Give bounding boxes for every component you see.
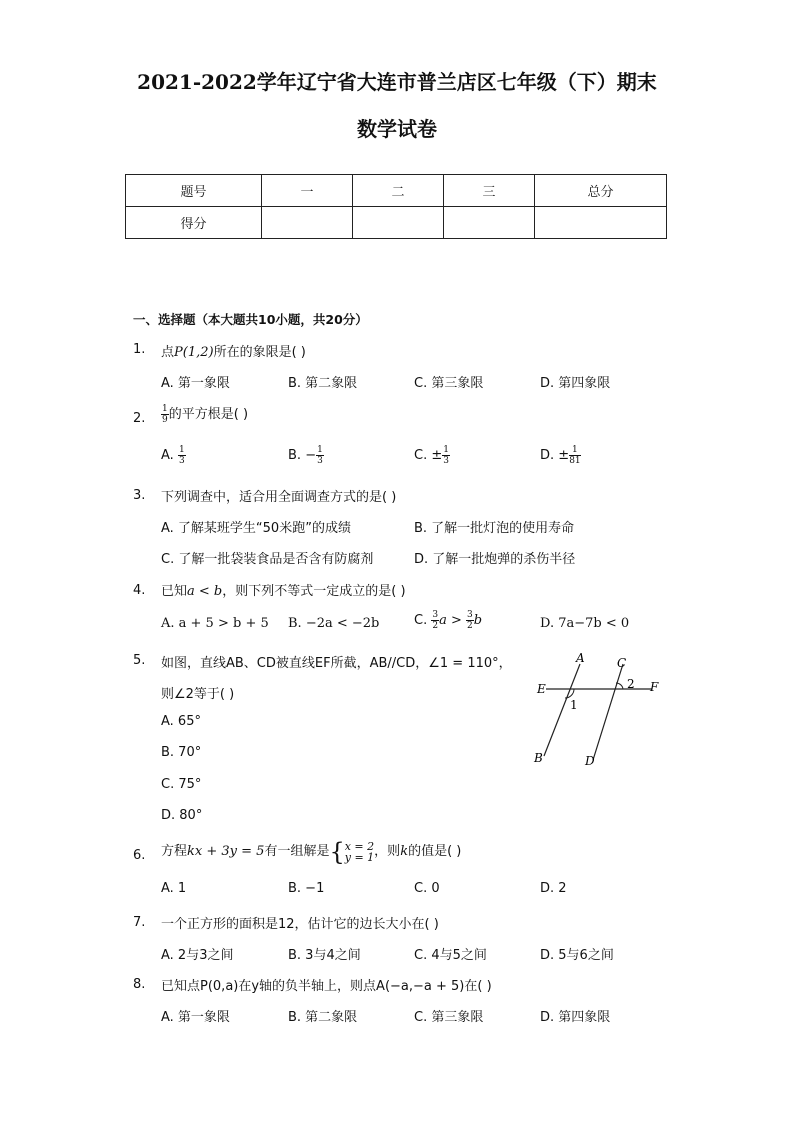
- score-cell: 得分: [126, 207, 262, 239]
- brace: {: [329, 837, 345, 866]
- score-cell: 二: [353, 175, 444, 207]
- score-cell: 题号: [126, 175, 262, 207]
- stem-text: 点: [161, 345, 175, 360]
- equation-system: x = 2 y = 1: [344, 839, 375, 864]
- option-d[interactable]: D. 7a−7b < 0: [540, 616, 630, 631]
- question-stem: 方程kx + 3y = 5有一组解是{ x = 2 y = 1 ，则k的值是( ): [161, 837, 462, 866]
- option-c[interactable]: C. 0: [414, 881, 440, 896]
- math-expr: kx + 3y = 5: [187, 844, 265, 859]
- exam-title-line1: 2021-2022学年辽宁省大连市普兰店区七年级（下）期末: [137, 70, 657, 94]
- score-cell: 一: [262, 175, 353, 207]
- label-a: A: [576, 651, 585, 665]
- score-table-header-row: [126, 175, 667, 207]
- label-d: D: [585, 754, 595, 768]
- score-cell: 总分: [535, 175, 667, 207]
- label-angle-1: 1: [570, 698, 578, 712]
- section-title: 一、选择题（本大题共10小题，共20分）: [133, 312, 368, 327]
- question-number: 6.: [133, 848, 146, 863]
- question-number: 5.: [133, 653, 146, 668]
- option-a[interactable]: A. 第一象限: [161, 1010, 230, 1025]
- label-b: B: [534, 751, 543, 765]
- question-number: 3.: [133, 488, 146, 503]
- question-stem: 下列调查中，适合用全面调查方式的是( ): [161, 490, 397, 505]
- question-stem-line2: 则∠2等于( ): [161, 687, 235, 702]
- score-table: [125, 174, 667, 239]
- option-a[interactable]: A. $\frac{1}{3}$: [161, 445, 185, 466]
- score-input-cell[interactable]: [353, 207, 444, 239]
- option-c[interactable]: C. 第三象限: [414, 1010, 484, 1025]
- score-cell: 三: [444, 175, 535, 207]
- option-b[interactable]: B. 第二象限: [288, 376, 358, 391]
- option-a[interactable]: A. 65°: [161, 714, 201, 729]
- option-d[interactable]: D. 第四象限: [540, 1010, 611, 1025]
- option-c[interactable]: C. 75°: [161, 777, 202, 792]
- option-a[interactable]: A. 2与3之间: [161, 948, 234, 963]
- question-stem: 已知点P(0,a)在y轴的负半轴上，则点A(−a,−a + 5)在( ): [161, 979, 492, 994]
- question-number: 2.: [133, 411, 146, 426]
- score-input-cell[interactable]: [444, 207, 535, 239]
- line-cd: [593, 664, 623, 760]
- stem-text: 的平方根是( ): [168, 407, 249, 422]
- option-c[interactable]: C. $\frac{3}{2}$ a > $\frac{3}{2}$ b: [414, 610, 483, 631]
- option-d[interactable]: D. ± $\frac{1}{81}$: [540, 445, 581, 466]
- score-input-cell[interactable]: [262, 207, 353, 239]
- option-b[interactable]: B. −2a < −2b: [288, 616, 380, 631]
- option-c[interactable]: C. 4与5之间: [414, 948, 487, 963]
- option-c[interactable]: C. 了解一批袋装食品是否含有防腐剂: [161, 552, 374, 567]
- score-input-cell[interactable]: [535, 207, 667, 239]
- question-stem: 一个正方形的面积是12，估计它的边长大小在( ): [161, 917, 439, 932]
- question-number: 4.: [133, 583, 146, 598]
- label-e: E: [537, 682, 546, 696]
- option-d[interactable]: D. 2: [540, 881, 567, 896]
- stem-text: 所在的象限是( ): [213, 345, 306, 360]
- question-number: 7.: [133, 915, 146, 930]
- option-a[interactable]: A. 了解某班学生“50米跑”的成绩: [161, 521, 351, 536]
- option-c[interactable]: C. 第三象限: [414, 376, 484, 391]
- option-d[interactable]: D. 5与6之间: [540, 948, 614, 963]
- option-b[interactable]: B. 70°: [161, 745, 202, 760]
- exam-title-line2: 数学试卷: [357, 117, 437, 141]
- option-a[interactable]: A. 1: [161, 881, 187, 896]
- option-a[interactable]: A. 第一象限: [161, 376, 230, 391]
- option-b[interactable]: B. 第二象限: [288, 1010, 358, 1025]
- label-c: C: [617, 656, 627, 670]
- score-table-row: [126, 207, 667, 239]
- question-stem: [161, 403, 248, 425]
- option-b[interactable]: B. −1: [288, 881, 325, 896]
- option-a[interactable]: A. a + 5 > b + 5: [161, 616, 269, 631]
- geometry-figure: [528, 648, 668, 773]
- option-c[interactable]: C. ± $\frac{1}{3}$: [414, 445, 449, 466]
- fraction: $\frac{1}{9}$: [162, 404, 168, 425]
- option-b[interactable]: B. 3与4之间: [288, 948, 361, 963]
- option-b[interactable]: B. 了解一批灯泡的使用寿命: [414, 521, 575, 536]
- option-d[interactable]: D. 80°: [161, 808, 203, 823]
- question-stem: 已知a < b，则下列不等式一定成立的是( ): [161, 584, 406, 599]
- option-d[interactable]: D. 第四象限: [540, 376, 611, 391]
- question-number: 8.: [133, 977, 146, 992]
- question-number: 1.: [133, 342, 146, 357]
- math-expr: P(1,2): [174, 345, 214, 360]
- option-b[interactable]: B. − $\frac{1}{3}$: [288, 445, 323, 466]
- question-stem-line1: 如图，直线AB、CD被直线EF所截，AB//CD，∠1 = 110°，: [161, 656, 512, 671]
- math-expr: a < b: [187, 584, 223, 599]
- question-stem: [161, 341, 306, 360]
- label-angle-2: 2: [627, 677, 635, 691]
- label-f: F: [650, 680, 659, 694]
- option-d[interactable]: D. 了解一批炮弹的杀伤半径: [414, 552, 576, 567]
